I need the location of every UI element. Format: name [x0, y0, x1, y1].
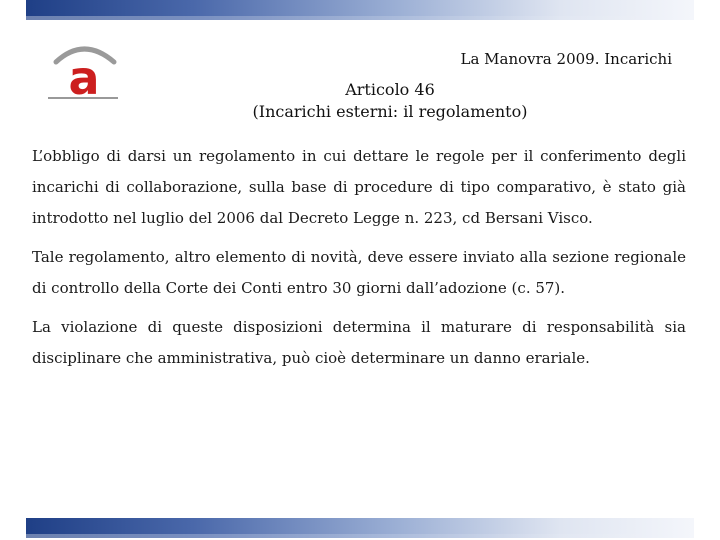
top-decorative-band [26, 0, 694, 20]
logo-letter: a [68, 51, 100, 102]
header-title: La Manovra 2009. Incarichi [460, 50, 672, 68]
article-title: Articolo 46 [345, 80, 435, 99]
paragraph: La violazione di queste disposizioni determina il maturare di responsabilità sia disciplinare che amministrativa, può cioè determinare un danno erariale. [32, 318, 686, 367]
paragraph: Tale regolamento, altro elemento di novità, deve essere inviato alla sezione regionale di controllo della Corte dei Conti entro 30 giorni dall’adozione (c. 57). [32, 248, 686, 297]
paragraph: L’obbligo di darsi un regolamento in cui dettare le regole per il conferimento degli incarichi di collaborazione, sulla base di procedure di tipo comparativo, è stato già introdotto nel luglio del 2006 dal Decreto Legge n. 223, cd Bersani Visco. [32, 147, 686, 227]
body-text [32, 141, 686, 382]
article-subtitle: (Incarichi esterni: il regolamento) [252, 102, 528, 121]
bottom-decorative-band [26, 518, 694, 538]
